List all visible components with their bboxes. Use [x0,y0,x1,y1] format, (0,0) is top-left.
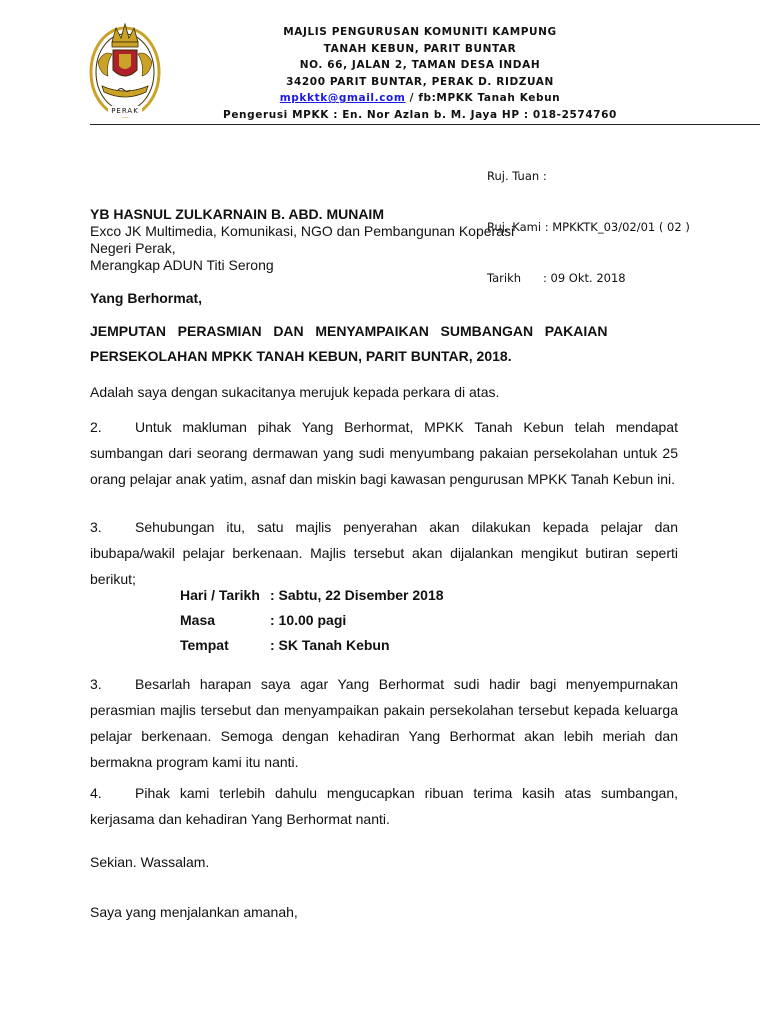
recipient-line2: Negeri Perak, [90,240,176,256]
detail-row [180,637,444,662]
tarikh: Tarikh : 09 Okt. 2018 [487,271,626,285]
header-divider [90,124,760,125]
paragraph-2 [90,414,678,492]
paragraph-text: Besarlah harapan saya agar Yang Berhormat sudi hadir bagi menyempurnakan perasmian majlis tersebut dan menyampaikan pakain persekolahan tersebut kepada keluarga pelajar berkenaan. Semoga dengan kehadiran Yang Berhormat akan lebih meriah dan bermakna program kami itu nanti. [90,676,678,770]
closing: Sekian. Wassalam. [90,854,210,870]
detail-row [180,612,444,637]
paragraph-3b [90,671,678,775]
recipient-block [90,206,678,274]
facebook-text: / fb:MPKK Tanah Kebun [405,92,561,104]
recipient-line1: Exco JK Multimedia, Komunikasi, NGO dan Pembangunan Koperasi [90,223,515,239]
event-details [180,587,444,662]
org-name-line2: TANAH KEBUN, PARIT BUNTAR [323,42,517,55]
letterhead [160,24,680,123]
signoff: Saya yang menjalankan amanah, [90,904,298,920]
detail-value: : SK Tanah Kebun [270,637,390,653]
subject-line2: PERSEKOLAHAN MPKK TANAH KEBUN, PARIT BUNTAR, 2018. [90,348,512,364]
paragraph-number: 3. [90,519,102,535]
opening-paragraph: Adalah saya dengan sukacitanya merujuk kepada perkara di atas. [90,384,500,400]
paragraph-text: Sehubungan itu, satu majlis penyerahan akan dilakukan kepada pelajar dan ibubapa/wakil pelajar berkenaan. Majlis tersebut akan dijalankan mengikut butiran seperti berikut; [90,519,678,587]
detail-row [180,587,444,612]
detail-value: : Sabtu, 22 Disember 2018 [270,587,444,603]
perak-crest-logo [88,20,162,120]
detail-label: Masa [180,612,216,628]
paragraph-number: 4. [90,785,102,801]
detail-label: Tempat [180,637,229,653]
paragraph-3 [90,514,678,592]
detail-value: : 10.00 pagi [270,612,347,628]
chairman-line: Pengerusi MPKK : En. Nor Azlan b. M. Jaya HP : 018-2574760 [223,108,617,121]
detail-label: Hari / Tarikh [180,587,260,603]
address-line1: NO. 66, JALAN 2, TAMAN DESA INDAH [299,59,541,71]
recipient-line3: Merangkap ADUN Titi Serong [90,257,274,273]
subject-line1: JEMPUTAN PERASMIAN DAN MENYAMPAIKAN SUMBANGAN PAKAIAN [90,323,608,339]
salutation: Yang Berhormat, [90,290,203,306]
email-link[interactable]: mpkktk@gmail.com [279,92,406,104]
paragraph-text: Untuk makluman pihak Yang Berhormat, MPKK Tanah Kebun telah mendapat sumbangan dari seorang dermawan yang sudi menyumbang pakaian persekolahan untuk 25 orang pelajar anak yatim, asnaf dan miskin bagi kawasan pengurusan MPKK Tanah Kebun ini. [90,419,678,487]
paragraph-number: 2. [90,419,102,435]
paragraph-text: Pihak kami terlebih dahulu mengucapkan ribuan terima kasih atas sumbangan, kerjasama dan kehadiran Yang Berhormat nanti. [90,785,678,827]
address-line2: 34200 PARIT BUNTAR, PERAK D. RIDZUAN [286,75,554,88]
paragraph-4 [90,780,678,832]
paragraph-number: 3. [90,676,102,692]
contact-line [160,90,680,107]
recipient-name: YB HASNUL ZULKARNAIN B. ABD. MUNAIM [90,206,384,222]
ruj-tuan: Ruj. Tuan : [487,169,547,183]
org-name-line1: MAJLIS PENGURUSAN KOMUNITI KAMPUNG [283,26,557,38]
crest-label: PERAK [111,107,139,115]
ruj-kami: Ruj. Kami : MPKKTK_03/02/01 ( 02 ) [487,220,690,234]
